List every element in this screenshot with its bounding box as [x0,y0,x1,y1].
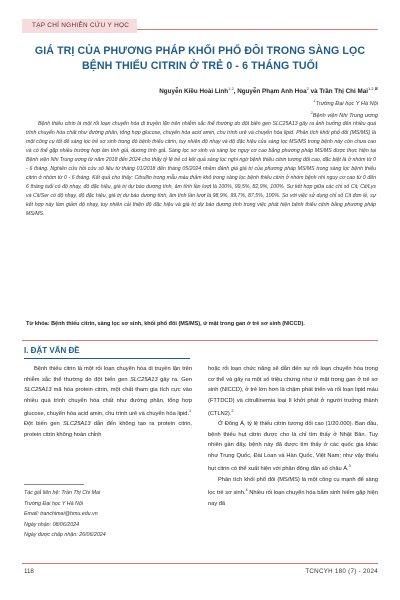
section-heading-rule [24,358,190,359]
paragraph [208,364,378,419]
abstract: Bệnh thiếu citrin là một rối loạn chuyển hóa di truyền lặn trên nhiễm sắc thể thường do đột biến gen SLC25A13 gây ra ảnh hưởng đến nhiều quá trình chuyển hóa chất như đường phân, tổng hợp glucose, chuyển hóa acid amin, chu trình urê và chuyển hóa lipid. Phân tích khối phổ đôi (MS/MS) là một công cụ tốt để sàng lọc trẻ sơ sinh trong đó bệnh thiếu citrin, tuy nhiên độ nhạy và độ đặc hiệu của sàng lọc MS/MS trong bệnh này còn chưa cao và có thể gặp nhiều trường hợp âm tính giả, dương tính giả. Sàng lọc sơ sinh và sàng lọc nguy cơ cao bằng phương pháp MS/MS được thực hiện tại Bệnh viện Nhi Trung ương từ năm 2018 đến 2024 cho thấy tỷ lệ trẻ có kết quả sàng lọc nghi ngờ bệnh thiếu citrin tương đối cao, đặc biệt là ở nhóm từ 0 - 6 tháng. Nghiên cứu hồi cứu số liệu từ tháng 01/2018 đến tháng 05/2024 nhằm đánh giá giá trị của phương pháp MS/MS trong sàng lọc bệnh thiếu citrin ở nhóm từ 0 - 6 tháng. Kết quả cho thấy: Citrullin trong mẫu máu thấm khô trong sàng lọc bệnh thiếu citrin ở nhóm bệnh nhi nguy cơ cao từ 0 đến 6 tháng tuổi có độ nhạy, độ đặc hiệu, giá trị dự báo dương tính, âm tính lần lượt là 100%, 99,5%, 82,9%, 100%. Sự kết hợp giữa các chỉ số Cit, Cit/Lys và Cit/Ser có độ nhạy, độ đặc hiệu, giá trị dự báo dương tính, âm tính lần lượt là 98,9%, 99,7%, 87,5%, 100%. So với việc sử dụng chỉ số Cit đơn lẻ, sự kết hợp này làm giảm độ nhạy, tuy nhiên cải thiện độ đặc hiệu và giá trị dự báo dương tính trong việc phát hiện bệnh thiếu citrin bằng phương pháp MS/MS. [26,121,376,217]
text-span: Phân tích khối phổ đôi (MS/MS) là một công cụ mạnh để sàng lọc trẻ sơ sinh. [208,476,378,497]
journal-tag: TẠP CHÍ NGHIÊN CỨU Y HỌC [22,19,137,33]
text-span: hoặc rối loạn chức năng sẽ dẫn đến sự rối loạn chuyển hóa trong cơ thể và gây ra một số triệu chứng như ứ mật trong gan ở trẻ sơ sinh (NICCD), ở trẻ lớn hơn là chậm phát triển và rối loạn lipid máu (FTTDCD) và citrullinemia loại II khởi phát ở người trưởng thành (CTLN2). [208,366,378,417]
text-span: Bệnh thiếu citrin là một rối loạn chuyển hóa di truyền lặn trên nhiễm sắc thể thường do đột biến gen [24,366,192,383]
text-span: dẫn đến không tạo ra protein citrin, protein citrin không hoàn chỉnh [24,421,192,438]
section-heading: I. ĐẶT VẤN ĐỀ [24,346,80,355]
keywords [26,320,376,329]
text-span: Nhiều rối loạn chuyển hóa bẩm sinh hiếm gặp hiện nay đã [208,490,378,507]
gene-name: SLC25A13 [62,421,91,428]
gene-name: SLC25A13 [130,376,158,383]
affiliation-2: Bệnh viện Nhi Trung ương [312,112,378,119]
section-divider [22,340,378,341]
received-date: Ngày nhận: 08/06/2024 [24,521,80,528]
author-1-affil: 1,2 [228,86,234,91]
keywords-label: Từ khóa: [26,321,50,327]
affiliation-1: Trường Đại học Y Hà Nội [315,100,378,107]
author-2-affil: 2 [306,86,309,91]
affiliations [311,97,378,121]
citation: 4 [245,488,248,493]
page-number: 118 [24,568,34,575]
author-2: Nguyễn Phạm Anh Hoa [237,88,307,96]
footnote-rule [24,484,84,485]
journal-issue: TCNCYH 180 (7) - 2024 [305,568,378,575]
corresponding-institution: Trường Đại học Y Hà Nội [24,500,83,507]
article-title: GIÁ TRỊ CỦA PHƯƠNG PHÁP KHỐI PHỔ ĐÔI TRONG SÀNG LỌC BỆNH THIẾU CITRIN Ở TRẺ 0 - 6 THÁNG TUỔI [34,45,366,72]
affil-2-marker: 2 [310,110,313,115]
footer-rule [22,563,378,564]
affil-1-marker: 1 [313,99,316,103]
accepted-date: Ngày được chấp nhận: 26/06/2024 [24,532,106,538]
author-list: Nguyễn Kiều Hoài Linh$^{1,2}$, Nguyễn Phạm Anh Hoa$^2$ và Trần Thị Chi Mai$^{1,2,⊠}$ [159,86,378,96]
text-span: mã hóa protein citrin, một chất tham gia tích cực vào nhiều quá trình chuyển hóa chất như đường phân, tổng hợp glucose, chuyển hóa acid amin, chu trình urê và chuyển hóa lipid. [24,387,192,417]
paragraph [208,475,378,509]
paragraph [208,419,378,474]
text-span: gây ra. Gen [157,376,192,383]
author-1: Nguyễn Kiều Hoài Linh [159,88,229,96]
body-right-column [208,364,378,509]
citation: 2 [231,409,234,413]
keywords-text: Bệnh thiếu citrin, sàng lọc sơ sinh, khối phổ đôi (MS/MS), ứ mật trong gan ở trẻ sơ sinh (NICCD). [51,321,305,327]
gene-name: SLC25A13 [24,387,52,393]
footnotes [24,488,192,541]
body-left-column [24,364,192,440]
corresponding-email: Email: tranchimai@hmu.edu.vn [24,511,98,517]
text-span: Đột biến gen [24,421,63,428]
author-conjunction: và [310,88,318,96]
paragraph [24,364,192,419]
author-3: Trần Thị Chi Mai [319,88,368,96]
citation: 1 [189,409,192,413]
text-span: Ở Đông Á, tỷ lệ thiếu citrin tương đối cao (1/20.000). Ban đầu, bệnh thiếu hụt citrin được cho là chỉ tìm thấy ở Nhật Bản. Tuy nhiên gần đây, bệnh này đã được tìm thấy ở các quốc gia khác như Trung Quốc, Đài Loan và Hàn Quốc, Việt Nam; như vậy thiếu hụt citrin có thể xuất hiện với phân đông dân số châu Á. [208,421,378,473]
author-3-affil: 1,2,⊠ [367,86,378,91]
paragraph [24,419,192,440]
citation: 3 [348,464,351,469]
corresponding-author: Tác giả liên hệ: Trần Thị Chi Mai [24,490,101,496]
journal-header [22,14,378,30]
